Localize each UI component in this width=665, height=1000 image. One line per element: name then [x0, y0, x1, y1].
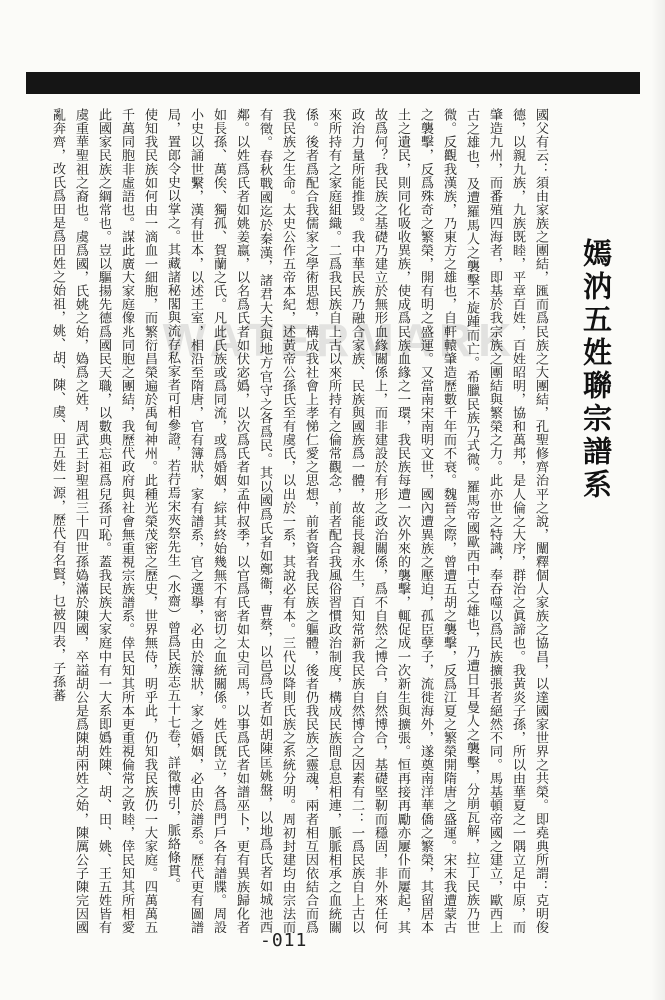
watermark: WATERMARK — [162, 314, 518, 366]
document-title: 嫣汭五姓聯宗譜系 — [579, 238, 613, 502]
body-text-block — [50, 108, 552, 934]
paragraph-1: 國父有云：須由家族之團結，匯而爲民族之大團結，孔聖修齊治平之說，闡釋個人家族之協昌，以達國家世界之共榮。即堯典所謂：克明俊德，以親九族，九族既睦，平章百姓，百姓昭明，協和萬邦，是人倫之大序，群治之眞諦也。我黃炎子孫，所以由華夏之一隅立足中原，而肇造九州，而番殖四海者，即基於我宗族之團結與繁榮之力。此亦世之特識，奉吞噬以爲民族擴張者絕然不同。馬基頓帝國之建立，歐西上古之雄也，及遭羅馬人之襲擊不旋踵而亡。希臘民族乃式微。羅馬帝國歐西中古之雄也，乃遭日耳曼人之襲擊，分崩瓦解，拉丁民族乃世微。反觀我漢族，乃東方之雄也，自軒轅肇造歷數千年而不衰。魏晉之際，曾遭五胡之襲擊，反爲江夏之繁榮開隋唐之盛運。宋末我遭蒙古之襲擊，反爲殊奇之繁榮，開有明之盛運。又當南宋南明文世，國內遭異族之壓迫，孤臣孽子，流徙海外，遂奠南洋華僑之繁榮，其留居本土之遺民，則同化吸收異族，使成爲民族血緣之一環，我民族每遭一次外來的襲擊，輒促成一次新生與擴張。恒再接再勵亦屢仆而屢起，其故爲何？我民族之基礎乃建立於無形血緣關係上，而非建設於有形之政治關係，爲不自然之博合，自然博合，基礎堅靭而穩固，非外來任何政治力量所能推毀。我中華民族乃融合家族、民族與國族爲一體，故能長親永生，百知常新我民族自然博合之因素有二：一爲民族自上古以來所持有之家庭組織。二爲我民族自上古以來所持有之倫常觀念，前者配合我風俗習慣政治制度，構成民族間息息相連，脈脈相承之血統關係。後者爲配合我儒家之學術思想，構成我社會上孝悌仁愛之思想，前者資者我民族之軀體，後者仍我民族之靈魂，兩者相互因依結合而爲我民族之生命。太史公作五帝本紀，述黃帝公孫氏至有虞氏，以出於一系，其說必有本。三代以降則氏族之系統分明。周初封建均由宗法而有徵。春秋戰國迄於秦漢，諸君大夫與地方官守之各爲民。其以國爲氏者如鄭衞，曹蔡，以邑爲氏者如胡陳匡姚盤，以地爲氏者如城池西鄰。以姓爲氏者如姚姜嬴，以名爲氏者如伏宓嬀，以次爲氏者如孟仲叔季，以官爲氏者如太史司馬，以事爲氏者如譜巫卜，更有異族歸化者如長孫、萬俟、獨孤、賀蘭之氏。凡此氏族或爲同流，或爲婚姻，綜其終始幾無不有密切之血統關係。姓氏旣立，各爲門戶各有譜牒。周設小史以誦世繫，漢有世本，以述王室，相沿至隋唐，官有簿狀，家有譜系，官之選擧，必由於簿狀，家之婚姻，必由於譜系。歷代更有圖譜局，置郎令史以掌之。其藏諸秘閣與流存私家者可相參證，若荇焉宋夾祭先生（水齋）曾爲民族志五十七卷，詳徵博引，脈絡條貫。 — [165, 108, 548, 934]
page-number: -011 — [260, 930, 308, 951]
page-edge-shadow — [651, 0, 665, 1000]
paragraph-2: 使知我民族如何由一滴血一細胞，而繁衍昌榮遍於禹甸神州。此種光榮茂密之歷史，世界無侍，明乎此，仍知我民族仍一大家庭。四萬萬五千萬同胞非虛語也。謀此廣大家庭像兆同胞之團結，我歷代政府與社會無重視宗族譜系。倖民知其所本更重視倫常之敦睦，倖民知其所相愛此國家民族之綱常也。豈以驅揚先德爲國民天職，以數典忘祖爲兒孫可恥。蓋我民族大家庭中有一大系即嬀姓陳、胡、田、姚、王五姓皆有虞重華聖祖之裔也。虞爲國，氏姚之始，媯爲之姓，周武王封聖祖三十四世孫媯滿於陳國，卒謚胡公是爲陳胡兩姓之始，陳厲公子陳完因國亂奔齊，改氏爲田是爲田姓之始祖，姚、胡、陳、虞、田五姓一源，歷代有名賢，乜被四表，子孫蕃 — [50, 108, 157, 934]
header-black-bar — [26, 72, 640, 94]
